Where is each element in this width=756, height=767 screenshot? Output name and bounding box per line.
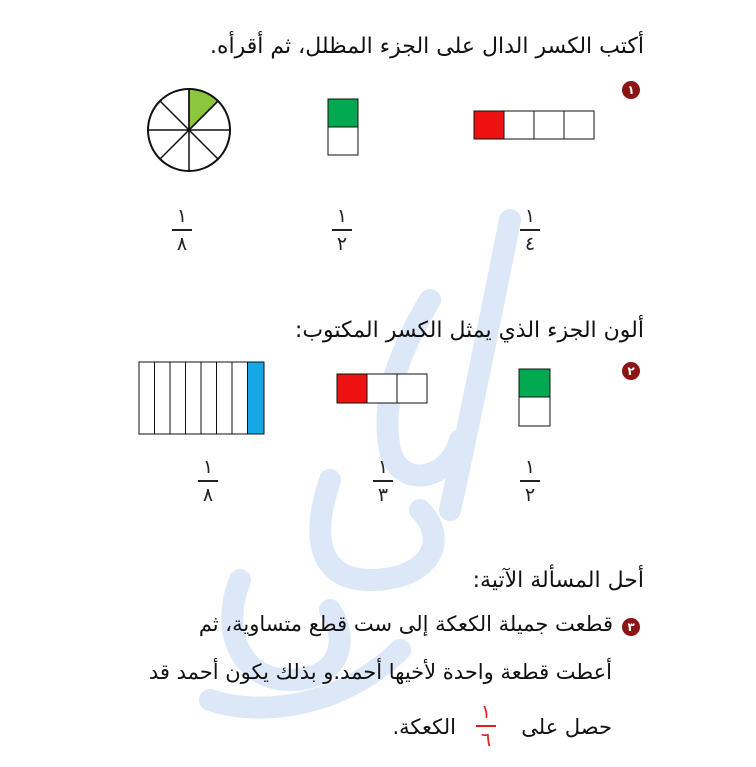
shaded-sector [189, 89, 218, 130]
q2-fraction-eighth [198, 458, 218, 505]
numerator: ١ [202, 456, 214, 478]
empty-half [519, 397, 550, 426]
q1-instruction: أكتب الكسر الدال على الجزء المظلل، ثم أقرأه. [209, 34, 644, 59]
denominator: ٢ [524, 484, 536, 506]
denominator: ٨ [202, 484, 214, 506]
q1-fraction-quarter [520, 207, 540, 254]
thirds-strip [336, 373, 428, 404]
eighths-strips [138, 361, 266, 435]
numerator: ١ [480, 701, 492, 723]
q3-line-3-after: الكعكة. [392, 715, 456, 739]
denominator: ٦ [480, 729, 492, 751]
shaded-half [519, 369, 550, 397]
numerator: ١ [336, 205, 348, 227]
q1-fraction-half [332, 207, 352, 254]
halves-box-2 [518, 368, 551, 427]
q2-fraction-half [520, 458, 540, 505]
denominator: ٨ [176, 233, 188, 255]
numerator: ١ [176, 205, 188, 227]
shaded-half [328, 99, 358, 127]
fraction-bar [198, 480, 218, 482]
q3-line-2: أعطت قطعة واحدة لأخيها أحمد.و بذلك يكون أحمد قد [148, 660, 612, 684]
fraction-bar [172, 229, 192, 231]
quarters-strip [473, 110, 595, 140]
q2-number-badge: ٢ [622, 362, 640, 380]
empty-half [328, 127, 358, 155]
q3-answer-fraction [476, 703, 496, 750]
q3-line-3-before: حصل على [521, 715, 612, 739]
fraction-bar [476, 725, 496, 727]
numerator: ١ [524, 205, 536, 227]
denominator: ٣ [377, 484, 389, 506]
q3-number-badge: ٣ [622, 618, 640, 636]
halves-box [327, 98, 359, 156]
shaded-eighth [248, 362, 265, 434]
numerator: ١ [377, 456, 389, 478]
numerator: ١ [524, 456, 536, 478]
shaded-third [337, 374, 367, 403]
q1-fraction-eighth [172, 207, 192, 254]
denominator: ٤ [524, 233, 536, 255]
fraction-bar [332, 229, 352, 231]
q3-line-1: قطعت جميلة الكعكة إلى ست قطع متساوية، ثم [198, 612, 613, 636]
fraction-bar [520, 229, 540, 231]
fraction-bar [373, 480, 393, 482]
fraction-bar [520, 480, 540, 482]
q2-instruction: ألون الجزء الذي يمثل الكسر المكتوب: [294, 318, 644, 343]
eighths-circle [146, 87, 232, 173]
q1-number-badge: ١ [622, 81, 640, 99]
q3-instruction: أحل المسألة الآتية: [472, 568, 644, 593]
denominator: ٢ [336, 233, 348, 255]
q2-fraction-third [373, 458, 393, 505]
shaded-quarter [474, 111, 504, 139]
